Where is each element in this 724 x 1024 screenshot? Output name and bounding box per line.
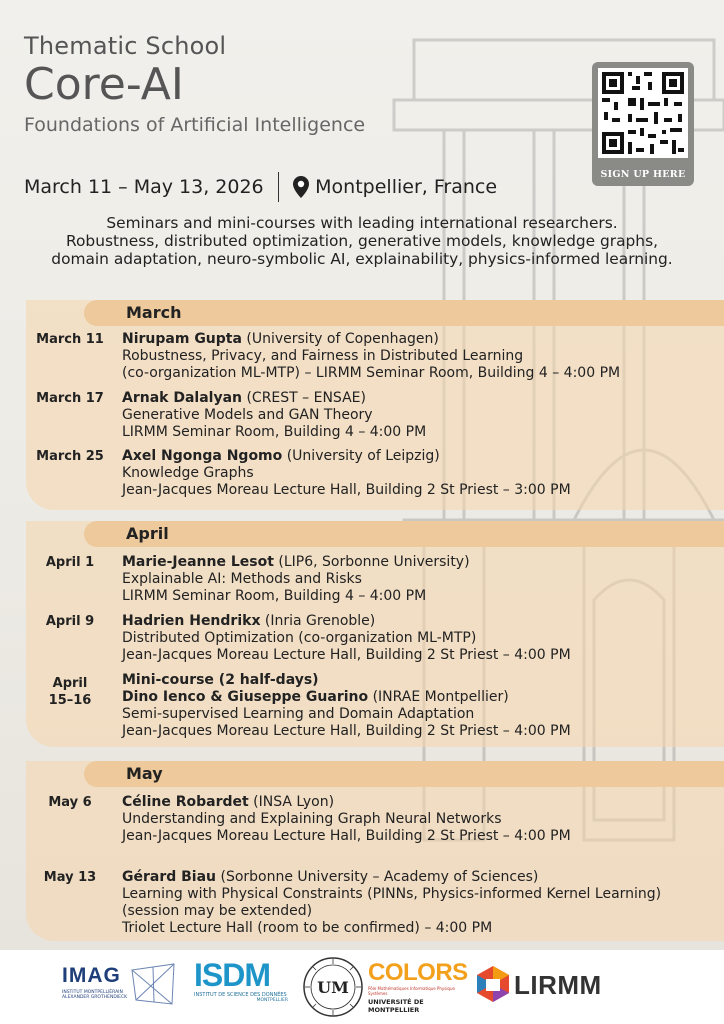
imag-graphic-icon xyxy=(128,960,178,1008)
event-venue: Jean-Jacques Moreau Lecture Hall, Building 2 St Priest – 3:00 PM xyxy=(122,482,571,498)
event-details xyxy=(122,448,571,499)
divider xyxy=(278,172,280,202)
imag-subtitle: INSTITUT MONTPELLIÉRAIN xyxy=(62,990,123,995)
event-date-month: April xyxy=(52,676,88,691)
event-venue: LIRMM Seminar Room, Building 4 – 4:00 PM xyxy=(122,588,427,604)
event-info xyxy=(24,172,497,202)
signup-qr[interactable] xyxy=(592,62,694,186)
event-speaker-line xyxy=(122,331,620,348)
um-seal-logo xyxy=(302,956,364,1018)
imag-logo xyxy=(62,964,182,1000)
location: Montpellier, France xyxy=(315,176,498,198)
speaker-affiliation: (Inria Grenoble) xyxy=(260,613,376,629)
speaker-affiliation: (Sorbonne University – Academy of Sciences) xyxy=(216,869,539,885)
date-range: March 11 – May 13, 2026 xyxy=(24,176,264,198)
event-title: Understanding and Explaining Graph Neural Networks xyxy=(122,811,502,827)
event-details xyxy=(122,794,571,845)
page-title: Core-AI xyxy=(24,59,184,110)
speaker-name: Nirupam Gupta xyxy=(122,331,242,347)
event-title: Generative Models and GAN Theory xyxy=(122,407,373,423)
isdm-logo xyxy=(194,958,294,1003)
section-april xyxy=(26,521,724,747)
event-venue: Jean-Jacques Moreau Lecture Hall, Building 2 St Priest – 4:00 PM xyxy=(122,723,571,739)
event-title: Distributed Optimization (co-organization ML-MTP) xyxy=(122,630,477,646)
speaker-name: Dino Ienco & Giuseppe Guarino xyxy=(122,689,369,705)
colors-subtitle: Pôle Mathématiques Informatique Physique Systèmes xyxy=(368,986,455,996)
event-date xyxy=(26,675,114,709)
colors-university: UNIVERSITÉ DE MONTPELLIER xyxy=(368,998,424,1014)
event-date: March 25 xyxy=(36,449,104,464)
event-title: Explainable AI: Methods and Risks xyxy=(122,571,362,587)
speaker-name: Arnak Dalalyan xyxy=(122,390,242,406)
speaker-affiliation: (CREST – ENSAE) xyxy=(242,390,366,406)
speaker-affiliation: (University of Leipzig) xyxy=(282,448,440,464)
event-speaker-line xyxy=(122,689,571,706)
event-details xyxy=(122,869,661,937)
speaker-name: Gérard Biau xyxy=(122,869,217,885)
speaker-name: Hadrien Hendrikx xyxy=(122,613,261,629)
event-venue: Triolet Lecture Hall (room to be confirmed) – 4:00 PM xyxy=(122,920,493,936)
section-title: May xyxy=(126,764,163,783)
event-kind: Mini-course (2 half-days) xyxy=(122,672,319,688)
lirmm-name: LIRMM xyxy=(514,970,602,1000)
event-date: May 6 xyxy=(48,795,92,810)
event-venue: Jean-Jacques Moreau Lecture Hall, Building 2 St Priest – 4:00 PM xyxy=(122,647,571,663)
event-details xyxy=(122,554,470,605)
colors-logo xyxy=(368,959,468,1014)
event-date: May 13 xyxy=(43,870,97,885)
event-venue: LIRMM Seminar Room, Building 4 – 4:00 PM xyxy=(122,424,427,440)
section-may xyxy=(26,761,724,941)
isdm-subtitle: MONTPELLIER xyxy=(256,998,288,1003)
section-header xyxy=(84,761,724,787)
um-seal-icon xyxy=(302,956,364,1018)
event-details xyxy=(122,613,571,664)
signup-label: SIGN UP HERE xyxy=(600,169,686,180)
section-title: March xyxy=(126,303,182,322)
speaker-affiliation: (INRAE Montpellier) xyxy=(368,689,509,705)
location-pin-icon xyxy=(293,176,309,198)
event-date: April 9 xyxy=(45,614,95,629)
event-date: March 17 xyxy=(36,391,104,406)
intro-line: Robustness, distributed optimization, generative models, knowledge graphs, xyxy=(66,232,658,250)
colors-name: COLORS xyxy=(368,959,468,986)
partner-logos xyxy=(0,950,724,1024)
section-header xyxy=(84,521,724,547)
event-details xyxy=(122,672,571,740)
event-date: March 11 xyxy=(36,332,104,347)
section-march xyxy=(26,300,724,510)
intro-line: domain adaptation, neuro-symbolic AI, explainability, physics-informed learning. xyxy=(51,250,673,268)
event-title: Robustness, Privacy, and Fairness in Distributed Learning xyxy=(122,348,524,364)
event-date-days: 15–16 xyxy=(48,693,92,708)
school-type: Thematic School xyxy=(24,32,227,60)
imag-subtitle: ALEXANDER GROTHENDIECK xyxy=(62,995,128,1000)
isdm-subtitle: INSTITUT DE SCIENCE DES DONNÉES xyxy=(194,992,287,998)
event-details xyxy=(122,331,620,382)
speaker-affiliation: (LIP6, Sorbonne University) xyxy=(273,554,470,570)
imag-name: IMAG xyxy=(62,964,121,987)
isdm-name: ISDM xyxy=(194,957,270,993)
event-details xyxy=(122,390,426,441)
speaker-name: Axel Ngonga Ngomo xyxy=(122,448,283,464)
speaker-affiliation: (University of Copenhagen) xyxy=(241,331,439,347)
event-date: April 1 xyxy=(45,555,95,570)
intro-text xyxy=(0,214,724,268)
page-subtitle: Foundations of Artificial Intelligence xyxy=(24,114,366,136)
speaker-name: Céline Robardet xyxy=(122,794,249,810)
lirmm-hexagon-icon xyxy=(474,964,512,1004)
event-speaker-line xyxy=(122,869,661,886)
event-venue: Jean-Jacques Moreau Lecture Hall, Building 2 St Priest – 4:00 PM xyxy=(122,828,571,844)
event-venue: (co-organization ML-MTP) – LIRMM Seminar Room, Building 4 – 4:00 PM xyxy=(122,365,621,381)
event-speaker-line xyxy=(122,613,571,630)
header xyxy=(24,32,365,136)
event-title: Knowledge Graphs xyxy=(122,465,254,481)
event-speaker-line xyxy=(122,390,426,407)
um-name: UM xyxy=(317,978,349,997)
speaker-affiliation: (INSA Lyon) xyxy=(248,794,335,810)
event-title: Semi-supervised Learning and Domain Adaptation xyxy=(122,706,475,722)
speaker-name: Marie-Jeanne Lesot xyxy=(122,554,274,570)
section-title: April xyxy=(126,524,169,543)
event-speaker-line xyxy=(122,448,571,465)
section-header xyxy=(84,300,724,326)
event-speaker-line xyxy=(122,794,571,811)
qr-code-icon xyxy=(598,68,688,158)
intro-line: Seminars and mini-courses with leading international researchers. xyxy=(106,214,618,232)
event-title: Learning with Physical Constraints (PINNs, Physics-informed Kernel Learning) xyxy=(122,886,662,902)
lirmm-logo xyxy=(474,964,614,1008)
event-speaker-line xyxy=(122,554,470,571)
event-note: (session may be extended) xyxy=(122,903,313,919)
